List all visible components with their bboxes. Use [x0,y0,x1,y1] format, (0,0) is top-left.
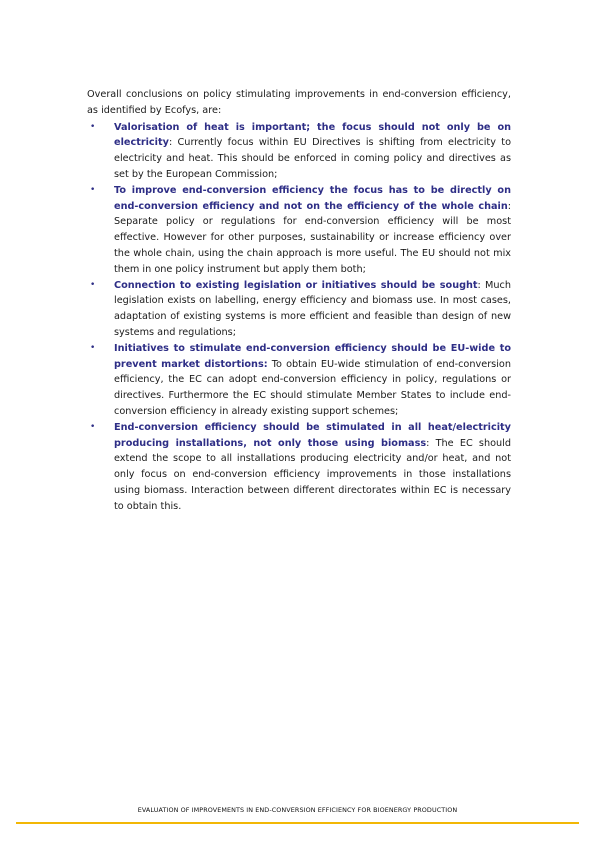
bullet-heading: To improve end-conversion efficiency the focus has to be directly on end-conversion efficiency and not on the efficiency of the whole chain [114,184,511,212]
bullet-text: : The EC should extend the scope to all installations producing electricity and/or heat, and not only focus on end-conversion efficiency improvements in those installations using biomass. Interaction between different directorates within EC is necessary to obtain this. [114,437,512,512]
bullet-icon: • [90,121,96,132]
list-item [87,120,511,183]
bullet-icon: • [90,342,96,353]
bullet-text: To obtain EU-wide stimulation of end-conversion efficiency, the EC can adopt end-conversion efficiency in policy, regulations or directives. Furthermore the EC should stimulate Member States to include end-conversion efficiency in already existing support schemes; [114,358,511,417]
list-item [87,183,511,278]
footer-title-tail: PRODUCTION [413,806,458,814]
bullet-heading: Connection to existing legislation or initiatives should be sought [114,279,478,291]
bullet-heading: Initiatives to stimulate end-conversion efficiency should be EU-wide to prevent market distortions: [114,342,511,370]
intro-paragraph: Overall conclusions on policy stimulating improvements in end-conversion efficiency, as identified by Ecofys, are: [87,89,511,116]
footer-divider [16,822,579,824]
bullet-heading: End-conversion efficiency should be stimulated in all heat/electricity producing installations, not only those using biomass [114,421,511,449]
bullet-icon: • [90,279,96,290]
bullet-text: : Currently focus within EU Directives is shifting from electricity to electricity and heat. This should be enforced in coming policy and directives as set by the European Commission; [114,137,511,180]
document-body [87,87,511,515]
list-item [87,420,511,515]
bullet-text: : Much legislation exists on labelling, energy efficiency and biomass use. In most cases, adaptation of existing systems is more efficient and feasible than design of new systems and regulations; [114,279,511,338]
bullet-icon: • [90,421,96,432]
conclusions-list [87,120,511,515]
list-item [87,341,511,420]
list-item [87,278,511,341]
bullet-heading: Valorisation of heat is important; the focus should not only be on electricity [114,121,511,149]
bullet-icon: • [90,184,96,195]
page-footer [0,806,595,814]
footer-title: EVALUATION OF IMPROVEMENTS IN END-CONVERSION EFFICIENCY FOR BIOENERGY [137,806,412,814]
bullet-text: : Separate policy or regulations for end-conversion efficiency will be most effective. However for other purposes, sustainability or increase efficiency over the whole chain, using the chain approach is more useful. The EU should not mix them in one policy instrument but apply them both; [114,200,511,275]
